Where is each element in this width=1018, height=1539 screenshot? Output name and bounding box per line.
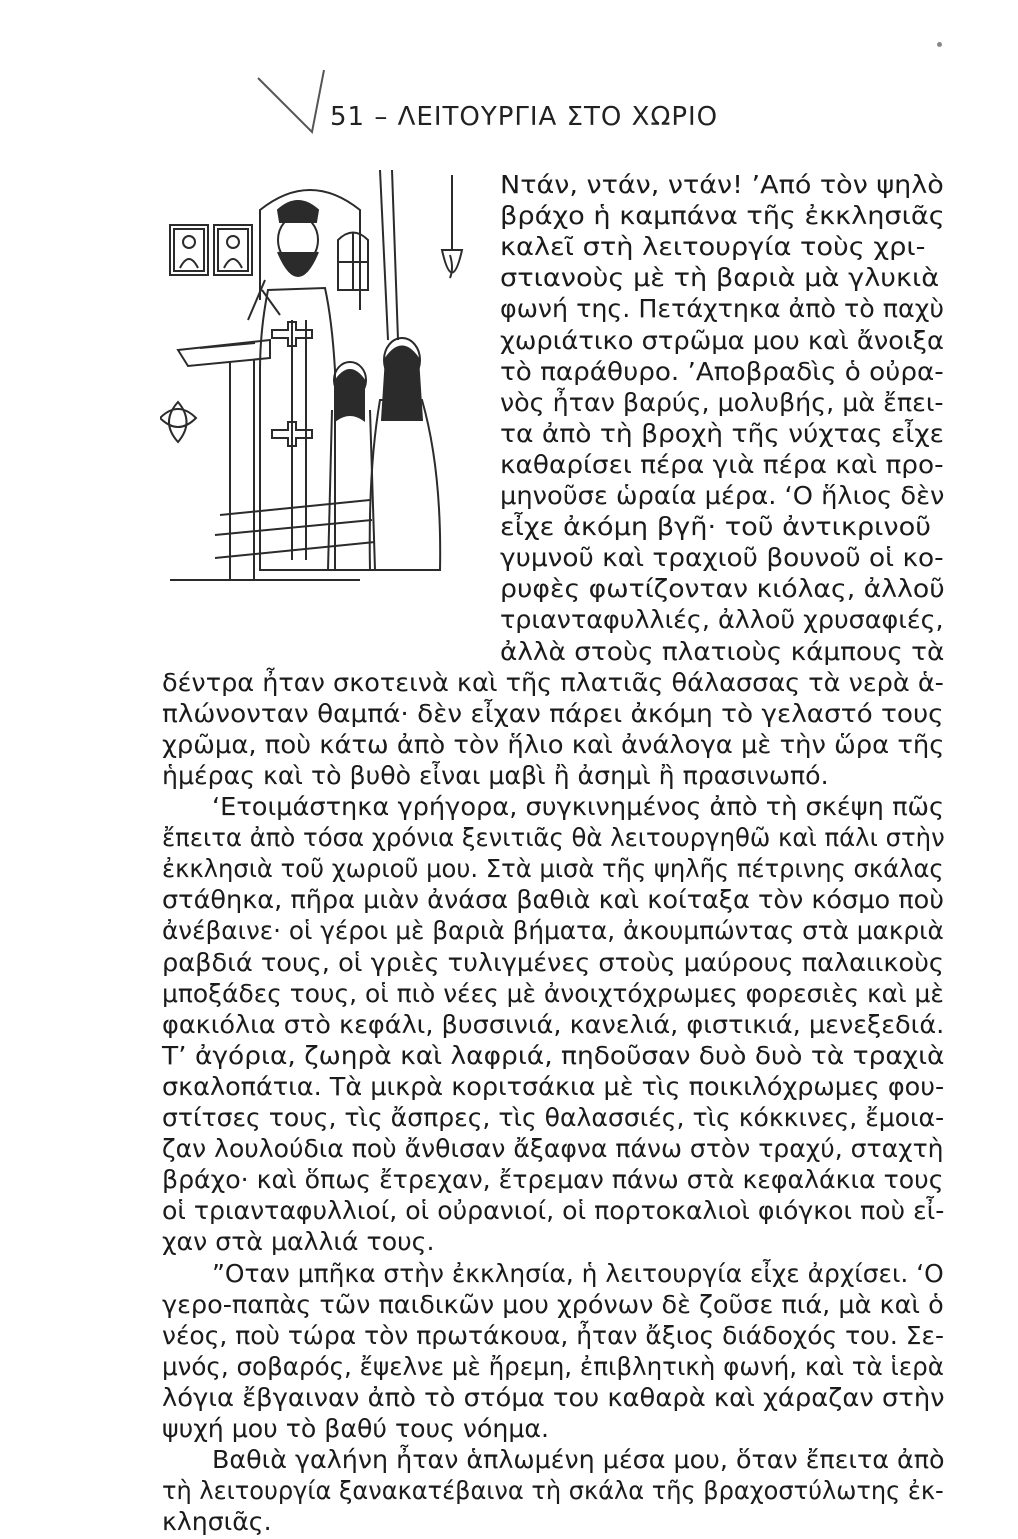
text-line: στίτσες τους, τὶς ἄσπρες, τὶς θαλασσιές, τὶς κόκκινες, ἔμοια- [162,1103,945,1132]
text-line: ἀνέβαινε· οἱ γέροι μὲ βαριὰ βήματα, ἀκουμπώντας στὰ μακριὰ [162,916,944,946]
text-line: καλεῖ στὴ λειτουργία τοὺς χρι- [500,232,926,262]
text-line: ψυχή μου τὸ βαθύ τους νόημα. [162,1414,549,1443]
text-line: ἀλλὰ στοὺς πλατιοὺς κάμπους τὰ [500,636,945,666]
text-line: τὴ λειτουργία ξανακατέβαινα τὴ σκάλα τῆς βραχοστύλωτης ἐκ- [162,1476,944,1506]
text-line: χωριάτικο στρῶμα μου καὶ ἄνοιξα [500,325,944,355]
text-line: γερο-παπὰς τῶν παιδικῶν μου χρόνων δὲ ζοῦσε πιά, μὰ καὶ ὁ [162,1289,944,1319]
text-line: ραβδιά τους, οἱ γριὲς τυλιγμένες στοὺς μαύρους παλαιικοὺς [162,947,944,977]
text-line: οἱ τριανταφυλλιοί, οἱ οὐρανιοί, οἱ πορτοκαλιοὶ φιόγκοι ποὺ εἶ- [162,1196,945,1226]
text-line: δέντρα ἦταν σκοτεινὰ καὶ τῆς πλατιᾶς θάλασσας τὰ νερὰ ἁ- [162,667,944,697]
text-line: Τ’ ἀγόρια, ζωηρὰ καὶ λαφριά, πηδοῦσαν δυὸ δυὸ τὰ τραχιὰ [162,1040,945,1070]
text-line: φωνή της. Πετάχτηκα ἀπὸ τὸ παχὺ [500,294,944,324]
text-line: κλησιᾶς. [162,1507,272,1537]
text-line: καθαρίσει πέρα γιὰ πέρα καὶ προ- [500,449,944,479]
text-line: ζαν λουλούδια ποὺ ἄνθισαν ἄξαφνα πάνω στὸν τραχύ, σταχτὴ [162,1134,944,1164]
text-line: ”Οταν μπῆκα στὴν ἐκκλησία, ἡ λειτουργία εἶχε ἀρχίσει. ‘Ο [212,1258,944,1288]
text-line: μνός, σοβαρός, ἔψελνε μὲ ἤρεμη, ἐπιβλητικὴ φωνή, καὶ τὰ ἱερὰ [162,1351,944,1381]
text-line: νὸς ἦταν βαρύς, μολυβής, μὰ ἔπει- [500,387,944,417]
check-mark-icon [250,70,330,140]
text-line: ἡμέρας καὶ τὸ βυθὸ εἶναι μαβὶ ἢ ἀσημὶ ἢ πρασινωπό. [162,760,829,790]
text-line: Ντάν, ντάν, ντάν! ’Από τὸν ψηλὸ [500,170,944,199]
text-line: μποξάδες τους, οἱ πιὸ νέες μὲ ἀνοιχτόχρωμες φορεσιὲς καὶ μὲ [162,978,944,1008]
text-line: στάθηκα, πῆρα μιὰν ἀνάσα βαθιὰ καὶ κοίταξα τὸν κόσμο ποὺ [162,885,945,915]
text-line: ρυφὲς φωτίζονταν κιόλας, ἀλλοῦ [500,574,945,604]
text-line: τα ἀπὸ τὴ βροχὴ τῆς νύχτας εἶχε [500,418,945,448]
text-line: νέος, ποὺ τώρα τὸν πρωτάκουα, ἦταν ἄξιος διάδοχός του. Σε- [162,1320,944,1350]
text-line: λόγια ἔβγαιναν ἀπὸ τὸ στόμα του καθαρὰ καὶ χάραζαν στὴν [162,1382,945,1412]
text-line: χρῶμα, ποὺ κάτω ἀπὸ τὸν ἥλιο καὶ ἀνάλογα μὲ τὴν ὥρα τῆς [162,729,945,759]
text-line: βράχο ἡ καμπάνα τῆς ἐκκλησιᾶς [500,201,945,231]
text-line: εἶχε ἀκόμη βγῆ· τοῦ ἀντικρινοῦ [500,512,931,542]
priest-illustration [160,170,500,610]
text-line: χαν στὰ μαλλιά τους. [162,1227,435,1257]
text-line: πλώνονταν θαμπά· δὲν εἶχαν πάρει ἀκόμη τὸ γελαστό τους [162,698,944,728]
text-line: φακιόλια στὸ κεφάλι, βυσσινιά, κανελιά, φιστικιά, μενεξεδιά. [162,1009,945,1039]
ink-speck [937,42,942,47]
text-line: μηνοῦσε ὡραία μέρα. ‘Ο ἥλιος δὲν [500,481,945,510]
text-line: βράχο· καὶ ὅπως ἔτρεχαν, ἔτρεμαν πάνω στὰ κεφαλάκια τους [162,1165,944,1195]
text-line: σκαλοπάτια. Τὰ μικρὰ κοριτσάκια μὲ τὶς ποικιλόχρωμες φου- [162,1071,945,1101]
text-line: ‘Ετοιμάστηκα γρήγορα, συγκινημένος ἀπὸ τὴ σκέψη πῶς [212,792,945,821]
text-line: τριανταφυλλιές, ἀλλοῦ χρυσαφιές, [500,605,944,635]
text-line: Βαθιὰ γαλήνη ἦταν ἁπλωμένη μέσα μου, ὅταν ἔπειτα ἀπὸ [212,1445,945,1475]
chapter-title: 51 – ΛΕΙΤΟΥΡΓΙΑ ΣΤΟ ΧΩΡΙΟ [330,102,719,132]
text-line: ἔπειτα ἀπὸ τόσα χρόνια ξενιτιᾶς θὰ λειτουργηθῶ καὶ πάλι στὴν [162,823,945,853]
text-line: ἐκκλησιὰ τοῦ χωριοῦ μου. Στὰ μισὰ τῆς ψηλῆς πέτρινης σκάλας [162,854,944,884]
text-line: τὸ παράθυρο. ’Αποβραδὶς ὁ οὐρα- [500,356,944,386]
text-line: γυμνοῦ καὶ τραχιοῦ βουνοῦ οἱ κο- [500,543,944,573]
text-line: στιανοὺς μὲ τὴ βαριὰ μὰ γλυκιὰ [500,263,940,293]
